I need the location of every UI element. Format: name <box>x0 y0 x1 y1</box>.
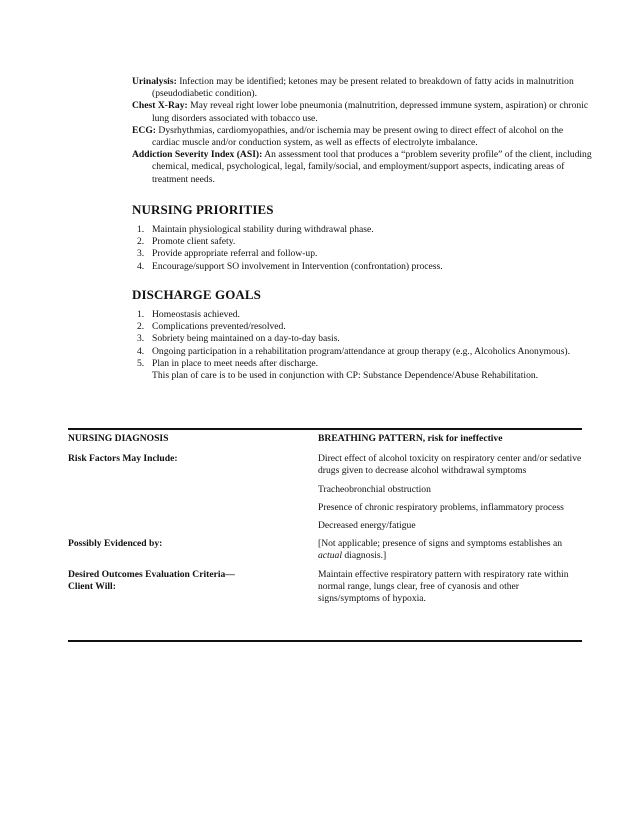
item-number: 5. <box>137 357 145 369</box>
evidence-label: Possibly Evidenced by: <box>68 538 163 550</box>
outcomes-label-line: Desired Outcomes Evaluation Criteria— <box>68 568 235 580</box>
nursing-diagnosis-label: NURSING DIAGNOSIS <box>68 433 169 444</box>
nursing-priorities-heading: NURSING PRIORITIES <box>132 202 274 217</box>
test-description: Dysrhythmias, cardiomyopathies, and/or ischemia may be present owing to direct effect of alcohol on the cardiac muscle and/or conduction system, as well as effects of electrolyte imbalance. <box>152 124 564 149</box>
list-item <box>137 261 592 273</box>
item-text: Complications prevented/resolved. <box>152 321 286 333</box>
item-text: Promote client safety. <box>152 236 236 248</box>
item-text: Provide appropriate referral and follow-up. <box>152 248 318 260</box>
item-number: 2. <box>137 321 145 333</box>
outcomes-row <box>68 569 582 606</box>
risk-factor-item: Direct effect of alcohol toxicity on respiratory center and/or sedative drugs given to decrease alcohol withdrawal symptoms <box>318 453 582 477</box>
test-description: May reveal right lower lobe pneumonia (malnutrition, depressed immune system, aspiration) or chronic lung disorders associated with tobacco use. <box>152 100 589 124</box>
item-number: 1. <box>137 224 145 235</box>
test-term: Chest X-Ray: <box>132 100 188 112</box>
item-text: Encourage/support SO involvement in Intervention (confrontation) process. <box>152 260 443 272</box>
test-term: Urinalysis: <box>132 76 177 87</box>
test-term: Addiction Severity Index (ASI): <box>132 149 263 161</box>
list-item <box>137 224 592 236</box>
evidence-text-part: diagnosis.] <box>341 550 387 562</box>
evidence-emphasis: actual <box>318 550 342 562</box>
item-text: Maintain physiological stability during withdrawal phase. <box>152 224 374 235</box>
care-plan-note: This plan of care is to be used in conjunction with CP: Substance Dependence/Abuse Rehabilitation. <box>152 370 539 382</box>
outcomes-label-line: Client Will: <box>68 580 116 592</box>
list-item <box>137 358 592 370</box>
nursing-diagnosis-table <box>68 433 582 611</box>
outcomes-description: Maintain effective respiratory pattern with respiratory rate within normal range, lungs clear, free of cyanosis and other signs/symptoms of hypoxia. <box>318 568 569 605</box>
test-description: Infection may be identified; ketones may be present related to breakdown of fatty acids in malnutrition (pseudodiabetic condition). <box>152 76 574 100</box>
test-entry-chest-xray <box>132 100 592 124</box>
item-number: 4. <box>137 345 145 357</box>
test-description: An assessment tool that produces a “problem severity profile” of the client, including chemical, medical, psychological, legal, family/social, and employment/support aspects, indicating areas of treatment needs. <box>152 149 592 185</box>
risk-factor-item: Decreased energy/fatigue <box>318 520 416 532</box>
outcomes-text <box>318 569 582 606</box>
list-item <box>137 309 592 321</box>
item-number: 3. <box>137 333 145 345</box>
evidence-text <box>318 538 582 562</box>
list-item <box>137 236 592 248</box>
discharge-goals-list <box>137 309 592 382</box>
item-number: 1. <box>137 309 145 320</box>
outcomes-label <box>68 569 308 593</box>
test-term: ECG: <box>132 124 156 136</box>
risk-factors-list <box>318 453 582 532</box>
diagnosis-title: BREATHING PATTERN, risk for ineffective <box>318 433 503 444</box>
item-text: Homeostasis achieved. <box>152 309 240 320</box>
discharge-goals-heading: DISCHARGE GOALS <box>132 287 261 302</box>
item-text: Sobriety being maintained on a day-to-day basis. <box>152 333 340 345</box>
test-entry-urinalysis <box>132 76 592 100</box>
evidence-row <box>68 538 582 562</box>
item-number: 2. <box>137 236 145 248</box>
table-header-row <box>68 433 582 445</box>
risk-factors-label: Risk Factors May Include: <box>68 453 178 465</box>
list-item <box>137 346 592 358</box>
list-item <box>137 248 592 260</box>
risk-factors-row <box>68 453 582 532</box>
test-entry-ecg <box>132 125 592 149</box>
nursing-priorities-list <box>137 224 592 273</box>
table-bottom-rule <box>68 640 582 642</box>
risk-factor-item: Presence of chronic respiratory problems, inflammatory process <box>318 501 564 513</box>
diagnostic-tests-list <box>132 76 592 186</box>
item-text: Plan in place to meet needs after discharge. <box>152 357 319 369</box>
item-text: Ongoing participation in a rehabilitation program/attendance at group therapy (e.g., Alcoholics Anonymous). <box>152 345 571 357</box>
test-entry-asi <box>132 149 592 186</box>
evidence-text-part: [Not applicable; presence of signs and symptoms establishes an <box>318 538 563 550</box>
list-item <box>137 333 592 345</box>
item-number: 4. <box>137 260 145 272</box>
list-item <box>137 321 592 333</box>
table-top-rule <box>68 428 582 430</box>
item-number: 3. <box>137 248 145 260</box>
risk-factor-item: Tracheobronchial obstruction <box>318 483 431 495</box>
